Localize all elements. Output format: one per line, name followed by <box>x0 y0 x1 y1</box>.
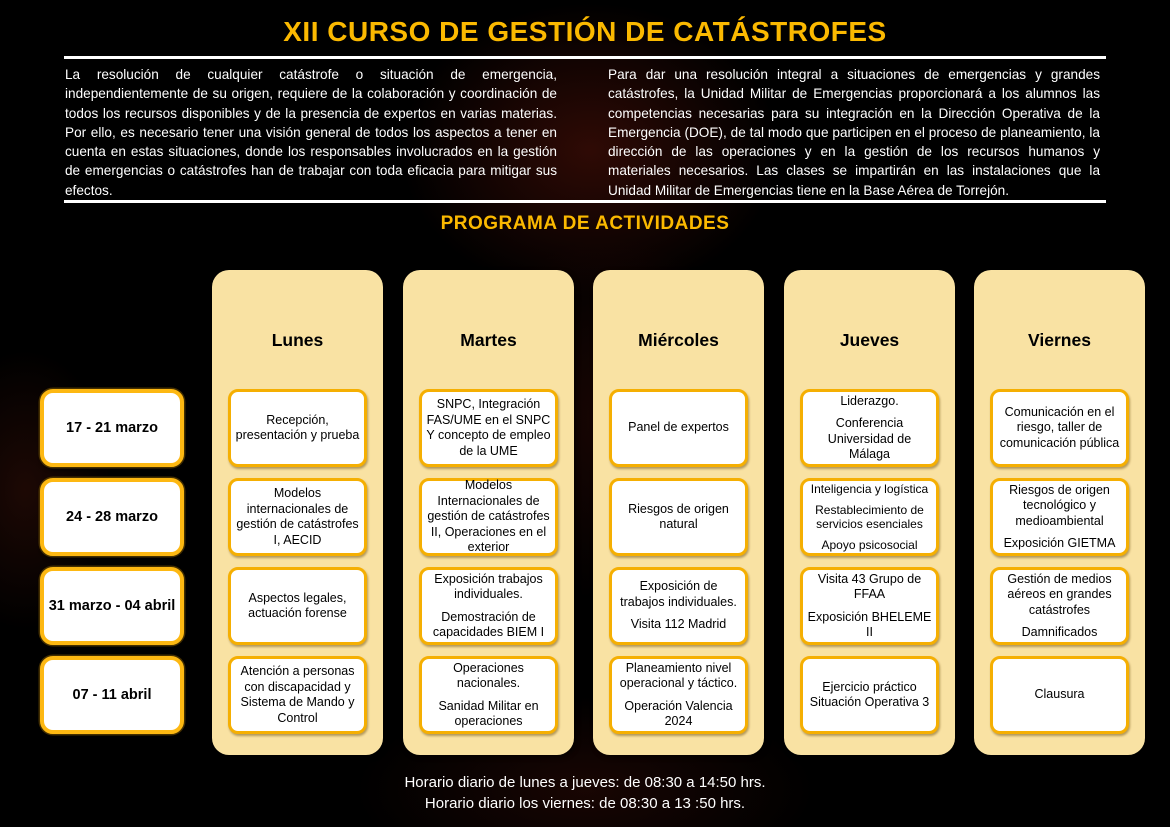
cell-text: Modelos internacionales de gestión de catástrofes I, AECID <box>236 486 359 547</box>
day-label: Lunes <box>271 330 324 350</box>
schedule-cell <box>990 656 1129 734</box>
divider-top <box>64 56 1106 59</box>
cell-text: Operaciones nacionales. <box>453 660 524 690</box>
cell-text: Apoyo psicosocial <box>821 538 918 552</box>
divider-middle <box>64 200 1106 203</box>
cell-text: Visita 112 Madrid <box>630 617 727 632</box>
cell-text: Riesgos de origen tecnológico y medioambiental <box>1009 482 1110 528</box>
day-label: Miércoles <box>638 330 719 350</box>
cell-text: Liderazgo. <box>840 393 899 408</box>
cell-text: Exposición de trabajos individuales. <box>620 579 737 609</box>
day-column-viernes <box>974 270 1145 755</box>
section-heading: PROGRAMA DE ACTIVIDADES <box>440 213 730 234</box>
date-range-label: 07 - 11 abril <box>72 687 152 703</box>
schedule-cell <box>419 567 558 645</box>
cell-text: Damnificados <box>1021 625 1098 639</box>
hours-friday: Horario diario los viernes: de 08:30 a 13 :50 hrs. <box>424 795 746 812</box>
schedule-cell <box>990 389 1129 467</box>
schedule-cell <box>228 567 367 645</box>
cell-text: Inteligencia y logística <box>810 482 929 496</box>
schedule-cell <box>800 389 939 467</box>
schedule-cell <box>228 389 367 467</box>
date-range-box-2 <box>40 478 184 556</box>
cell-text: Visita 43 Grupo de FFAA <box>817 571 922 601</box>
cell-text: Riesgos de origen natural <box>628 501 729 531</box>
cell-text: Exposición GIETMA <box>1003 536 1116 550</box>
cell-text: Planeamiento nivel operacional y táctico. <box>619 660 738 690</box>
cell-text: Aspectos legales, actuación forense <box>248 590 347 620</box>
cell-text: Clausura <box>1034 687 1085 702</box>
day-label: Viernes <box>1028 330 1091 350</box>
cell-text: SNPC, Integración FAS/UME en el SNPC Y concepto de empleo de la UME <box>426 397 551 458</box>
schedule-cell <box>609 656 748 734</box>
schedule-cell <box>990 478 1129 556</box>
day-column-jueves <box>784 270 955 755</box>
schedule-cell <box>609 478 748 556</box>
date-range-box-3 <box>40 567 184 645</box>
schedule-cell <box>228 478 367 556</box>
hours-weekdays: Horario diario de lunes a jueves: de 08:30 a 14:50 hrs. <box>404 774 766 791</box>
date-range-box-4 <box>40 656 184 734</box>
schedule-cell <box>419 656 558 734</box>
schedule-cell <box>609 389 748 467</box>
page-title: XII CURSO DE GESTIÓN DE CATÁSTROFES <box>283 16 887 47</box>
schedule-cell <box>800 567 939 645</box>
date-range-box-1 <box>40 389 184 467</box>
schedule-cell <box>419 478 558 556</box>
schedule-cell <box>990 567 1129 645</box>
schedule-cell <box>800 478 939 556</box>
cell-text: Recepción, presentación y prueba <box>235 412 360 442</box>
day-column-miercoles <box>593 270 764 755</box>
cell-text: Panel de expertos <box>628 420 729 435</box>
schedule-cell <box>228 656 367 734</box>
date-range-label: 31 marzo - 04 abril <box>48 598 176 614</box>
cell-text: Exposición BHELEME II <box>807 609 932 639</box>
cell-text: Exposición trabajos individuales. <box>434 571 543 601</box>
day-column-lunes <box>212 270 383 755</box>
schedule-cell <box>800 656 939 734</box>
schedule-cell <box>419 389 558 467</box>
cell-text: Demostración de capacidades BIEM I <box>432 609 545 639</box>
cell-text: Atención a personas con discapacidad y Sistema de Mando y Control <box>240 664 355 725</box>
cell-text: Gestión de medios aéreos en grandes catástrofes <box>1007 571 1112 617</box>
cell-text: Restablecimiento de servicios esenciales <box>815 503 924 531</box>
day-label: Jueves <box>839 330 900 350</box>
schedule-cell <box>609 567 748 645</box>
cell-text: Ejercicio práctico Situación Operativa 3 <box>809 679 930 709</box>
cell-text: Comunicación en el riesgo, taller de comunicación pública <box>999 404 1120 450</box>
intro-paragraph-right: Para dar una resolución integral a situaciones de emergencias y grandes catástrofes, la Unidad Militar de Emergencias proporcionará a los alumnos las competencias necesarias para su integración en la Dirección Operativa de la Emergencia (DOE), de tal modo que participen en el proceso de planeamiento, la dirección de las operaciones y en la gestión de los recursos humanos y materiales necesarios. Las clases se impartirán en las instalaciones que la Unidad Militar de Emergencias tiene en la Base Aérea de Torrejón. <box>608 67 1100 198</box>
date-range-label: 24 - 28 marzo <box>66 509 158 525</box>
cell-text: Sanidad Militar en operaciones <box>438 698 539 728</box>
schedule-hours <box>0 772 1170 814</box>
day-label: Martes <box>460 330 517 350</box>
cell-text: Modelos Internacionales de gestión de catástrofes II, Operaciones en el exterior <box>427 478 550 555</box>
date-range-label: 17 - 21 marzo <box>66 420 158 436</box>
intro-paragraph-left: La resolución de cualquier catástrofe o situación de emergencia, independientemente de su origen, requiere de la colaboración y coordinación de todos los recursos disponibles y de la presencia de expertos en varias materias. Por ello, es necesario tener una visión general de todos los aspectos a tener en cuenta en estas situaciones, donde los responsables involucrados en la gestión de emergencias o catástrofes han de trabajar con toda eficacia para mitigar sus efectos. <box>65 67 557 198</box>
cell-text: Conferencia Universidad de Málaga <box>827 416 912 461</box>
day-column-martes <box>403 270 574 755</box>
cell-text: Operación Valencia 2024 <box>624 698 733 728</box>
